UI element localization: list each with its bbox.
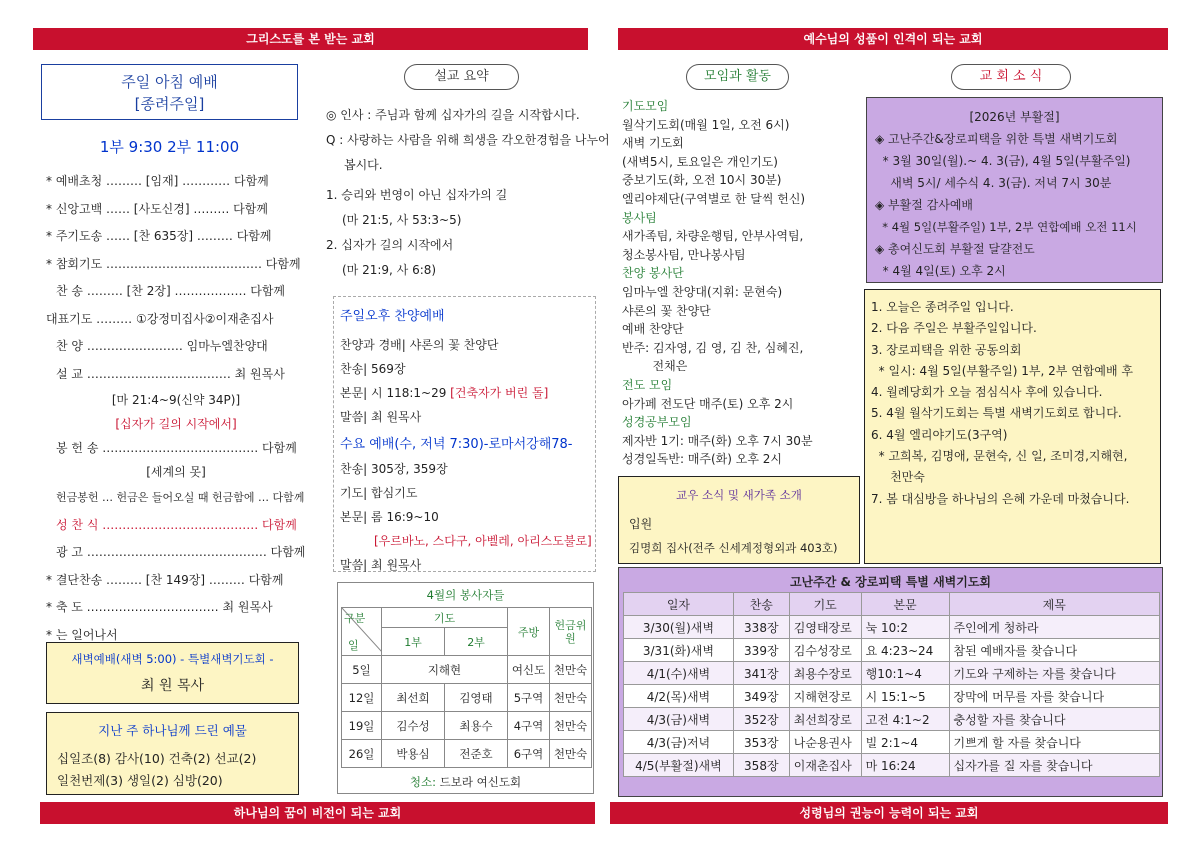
member-news-line1: 입원: [629, 517, 653, 531]
dawn-table-cell: 4/3(금)저녁: [624, 731, 734, 754]
meetings-line: 아가페 전도단 매주(토) 오후 2시: [622, 396, 794, 411]
meetings-line: 샤론의 꽃 찬양단: [622, 303, 711, 318]
dawn-table-cell: 338장: [733, 616, 789, 639]
dawn-table-cell: 십자가를 질 자를 찾습니다: [949, 754, 1159, 777]
wednesday-line2: 기도| 합심기도: [340, 486, 418, 500]
servers-h-gubun: 구분: [344, 612, 366, 625]
servers-corner: [342, 608, 382, 656]
notice-item: 4. 월례당회가 오늘 점심식사 후에 있습니다.: [871, 385, 1103, 400]
servers-cleaning: 청소: 드보라 여신도회: [409, 775, 522, 789]
dawn-table-cell: 4/3(금)새벽: [624, 708, 734, 731]
worship-subtitle: [종려주일]: [134, 95, 205, 113]
table-row: 26일 박용심 전준호 6구역 천만숙: [342, 740, 592, 768]
sermon-label: 설교 요약: [404, 64, 519, 90]
dawn-table-cell: 최용수장로: [789, 662, 861, 685]
dawn-table-header-cell: 찬송: [733, 593, 789, 616]
meetings-line: 찬양 봉사단: [622, 266, 684, 281]
member-news-title: 교우 소식 및 새가족 소개: [676, 488, 802, 502]
banner-top-right: 예수님의 성품이 인격이 되는 교회: [618, 28, 1168, 50]
banner-bottom-left: 하나님의 꿈이 비전이 되는 교회: [40, 802, 595, 824]
dawn-table-cell: 이재춘집사: [789, 754, 861, 777]
table-row: 12일 최선희 김영태 5구역 천만숙: [342, 684, 592, 712]
notice-item: 5. 4월 월삭기도회는 특별 새벽기도회로 합니다.: [871, 406, 1122, 421]
easter-line: ◈ 부활절 감사예배: [875, 198, 974, 212]
evening-title: 주일오후 찬양예배: [340, 309, 445, 324]
meetings-line: 전채은: [622, 359, 688, 374]
dawn-table-cell: 3/31(화)새벽: [624, 639, 734, 662]
wednesday-line4: [우르바노, 스다구, 아벨레, 아리스도불로]: [374, 534, 592, 548]
dawn-table-cell: 요 4:23~24: [861, 639, 949, 662]
table-row: [624, 708, 1160, 731]
easter-box: [866, 97, 1163, 283]
notice-item: 1. 오늘은 종려주일 입니다.: [871, 300, 1014, 314]
table-row: 5일 지해현 여신도 천만숙: [342, 656, 592, 684]
offering-box: [46, 712, 299, 795]
meetings-list: [622, 97, 862, 469]
wednesday-line3: 본문| 롬 16:9~10: [340, 510, 439, 524]
table-row: [624, 685, 1160, 708]
dawn-table-cell: 나순용권사: [789, 731, 861, 754]
dawn-table-header: [624, 593, 1160, 616]
worship-order-item: 성 찬 식 ………………………………… 다함께: [56, 517, 297, 532]
sermon-intro: ◎ 인사 : 주님과 함께 십자가의 길을 시작합시다.: [326, 108, 580, 122]
dawn-table-cell: 눅 10:2: [861, 616, 949, 639]
meetings-line: 제자반 1기: 매주(화) 오후 7시 30분: [622, 433, 813, 448]
dawn-table-cell: 3/30(월)새벽: [624, 616, 734, 639]
easter-line: * 4월 4일(토) 오후 2시: [875, 264, 1006, 278]
worship-order-item: 광 고 ……………………………………… 다함께: [56, 545, 306, 559]
easter-line: * 4월 5일(부활주일) 1부, 2부 연합예배 오전 11시: [875, 220, 1137, 234]
member-news-box: [618, 476, 860, 564]
worship-order-item: 설 교 ……………………………… 최 원목사: [56, 366, 285, 381]
dawn-table-cell: 341장: [733, 662, 789, 685]
dawn-table-cell: 358장: [733, 754, 789, 777]
sermon-q1: Q : 사랑하는 사람을 위해 희생을 각오한경험을 나누어: [326, 133, 610, 147]
servers-box: [337, 582, 594, 794]
evening-worship-box: [333, 296, 596, 572]
dawn-table-cell: 김수성장로: [789, 639, 861, 662]
sermon-point2: 2. 십자가 길의 시작에서: [326, 238, 454, 252]
worship-order-item: * 참회기도 ………………………………… 다함께: [46, 256, 301, 271]
dawn-table-cell: 4/5(부활절)새벽: [624, 754, 734, 777]
easter-line: ◈ 총여신도회 부활절 달걀전도: [875, 242, 1035, 256]
worship-title: 주일 아침 예배: [121, 73, 218, 91]
worship-title-box: [41, 64, 298, 120]
evening-line2: 찬송| 569장: [340, 362, 406, 376]
dawn-table-header-cell: 기도: [789, 593, 861, 616]
worship-order-item: * 결단찬송 ……… [찬 149장] ……… 다함께: [46, 572, 284, 587]
sermon-summary: [326, 103, 610, 283]
worship-order-item: 찬 양 …………………… 임마누엘찬양대: [56, 339, 268, 353]
dawn-table-cell: 행10:1~4: [861, 662, 949, 685]
dawn-table-cell: 시 15:1~5: [861, 685, 949, 708]
easter-line: 새벽 5시/ 세수식 4. 3(금). 저녁 7시 30분: [875, 176, 1112, 190]
worship-order-item: * 예배초청 ……… [임재] ………… 다함께: [46, 174, 269, 188]
dawn-table-cell: 352장: [733, 708, 789, 731]
meetings-line: 월삭기도회(매월 1일, 오전 6시): [622, 117, 790, 132]
dawn-table-cell: 지해현장로: [789, 685, 861, 708]
dawn-table-header-cell: 일자: [624, 593, 734, 616]
news-label: 교 회 소 식: [951, 64, 1071, 90]
servers-h-prayer: 기도: [382, 608, 508, 628]
worship-order-item: [세계의 못]: [146, 465, 206, 479]
dawn-worship-pastor: 최 원 목사: [141, 678, 204, 694]
worship-order: [46, 168, 306, 649]
easter-title: [2026년 부활절]: [969, 110, 1060, 124]
meetings-line: (새벽5시, 토요일은 개인기도): [622, 154, 778, 169]
dawn-table-cell: 충성할 자를 찾습니다: [949, 708, 1159, 731]
dawn-table: [623, 592, 1160, 777]
notice-item: * 일시: 4월 5일(부활주일) 1부, 2부 연합예배 후: [871, 363, 1133, 378]
dawn-table-cell: 4/2(목)새벽: [624, 685, 734, 708]
notice-item: 7. 봄 대심방을 하나님의 은혜 가운데 마쳤습니다.: [871, 491, 1130, 506]
dawn-table-cell: 기도와 구제하는 자를 찾습니다: [949, 662, 1159, 685]
worship-order-item: * 주기도송 …… [찬 635장] ……… 다함께: [46, 229, 272, 243]
worship-order-item: * 는 일어나서: [46, 627, 118, 642]
dawn-table-title: 고난주간 & 장로피택 특별 새벽기도회: [789, 575, 992, 589]
notice-item: 6. 4월 엘리야기도(3구역): [871, 427, 1008, 442]
worship-order-item: 찬 송 ……… [찬 2장] ……………… 다함께: [56, 284, 286, 298]
dawn-table-cell: 김영태장로: [789, 616, 861, 639]
meetings-line: 기도모임: [622, 99, 669, 113]
worship-times: 1부 9:30 2부 11:00: [99, 138, 240, 156]
dawn-table-cell: 4/1(수)새벽: [624, 662, 734, 685]
wednesday-line5: 말씀| 최 원목사: [340, 558, 422, 572]
dawn-table-cell: 기쁘게 할 자를 찾습니다: [949, 731, 1159, 754]
notice-item: 3. 장로피택을 위한 공동의회: [871, 342, 1022, 357]
table-row: [624, 639, 1160, 662]
easter-line: ◈ 고난주간&장로피택을 위한 특별 새벽기도회: [875, 132, 1118, 146]
worship-order-item: [십자가 길의 시작에서]: [115, 417, 237, 431]
notice-item: * 고희복, 김명애, 문현숙, 신 일, 조미경,지해현,: [871, 449, 1128, 464]
dawn-table-cell: 주인에게 청하라: [949, 616, 1159, 639]
worship-order-item: * 축 도 …………………………… 최 원목사: [46, 600, 273, 614]
meetings-line: 예배 찬양단: [622, 322, 684, 337]
wednesday-title: 수요 예배(수, 저녁 7:30)-로마서강해78-: [340, 437, 573, 452]
meetings-label: 모임과 활동: [686, 64, 789, 90]
member-news-line2: 김명희 집사(전주 신세계정형외과 403호): [629, 541, 838, 555]
meetings-line: 엘리야제단(구역별로 한 달씩 헌신): [622, 191, 806, 206]
servers-h-2bu: 2부: [445, 628, 508, 656]
worship-order-item: [마 21:4~9(신약 34P)]: [111, 393, 241, 407]
banner-bottom-right: 성령님의 권능이 능력이 되는 교회: [610, 802, 1168, 824]
table-row: [624, 731, 1160, 754]
dawn-table-cell: 빌 2:1~4: [861, 731, 949, 754]
evening-line3-title: [건축자가 버린 돌]: [450, 386, 549, 400]
dawn-table-cell: 고전 4:1~2: [861, 708, 949, 731]
sermon-point1: 1. 승리와 번영이 아닌 십자가의 길: [326, 188, 508, 202]
meetings-line: 새가족팀, 차량운행팀, 안부사역팀,: [622, 229, 804, 244]
sermon-point1-ref: (마 21:5, 사 53:3~5): [342, 213, 462, 227]
dawn-table-header-cell: 제목: [949, 593, 1159, 616]
notice-item: 천만숙: [871, 470, 925, 485]
worship-order-item: 대표기도 ……… ①강정미집사②이재춘집사: [46, 311, 274, 326]
dawn-table-cell: 339장: [733, 639, 789, 662]
dawn-table-cell: 최선희장로: [789, 708, 861, 731]
dawn-table-cell: 349장: [733, 685, 789, 708]
dawn-table-cell: 마 16:24: [861, 754, 949, 777]
dawn-worship-title: 새벽예배(새벽 5:00) - 특별새벽기도회 -: [71, 652, 274, 666]
meetings-line: 반주: 김자영, 김 영, 김 찬, 심혜진,: [622, 340, 804, 355]
evening-line1: 찬양과 경배| 샤론의 꽃 찬양단: [340, 338, 499, 352]
offering-line1: 십일조(8) 감사(10) 건축(2) 선교(2): [57, 751, 257, 766]
servers-h-1bu: 1부: [382, 628, 445, 656]
sermon-point2-ref: (마 21:9, 사 6:8): [342, 263, 437, 277]
meetings-line: 청소봉사팀, 만나봉사팀: [622, 247, 746, 262]
evening-line4: 말씀| 최 원목사: [340, 410, 422, 424]
meetings-line: 중보기도(화, 오전 10시 30분): [622, 173, 782, 188]
dawn-table-cell: 장막에 머무를 자를 찾습니다: [949, 685, 1159, 708]
easter-lines: [875, 128, 1154, 282]
dawn-table-cell: 참된 예배자를 찾습니다: [949, 639, 1159, 662]
offering-title: 지난 주 하나님께 드린 예물: [98, 723, 247, 738]
wednesday-line1: 찬송| 305장, 359장: [340, 462, 448, 476]
worship-order-item: 헌금봉헌 … 헌금은 들어오실 때 헌금함에 … 다함께: [56, 491, 305, 504]
worship-order-item: 봉 헌 송 ………………………………… 다함께: [56, 441, 297, 455]
worship-order-item: * 신앙고백 …… [사도신경] ……… 다함께: [46, 201, 268, 216]
servers-h-kitchen: 주방: [508, 608, 550, 656]
dawn-table-header-cell: 본문: [861, 593, 949, 616]
table-row: 19일 김수성 최용수 4구역 천만숙: [342, 712, 592, 740]
servers-table: [341, 607, 592, 768]
dawn-table-box: [618, 567, 1163, 797]
meetings-line: 임마누엘 찬양대(지휘: 문현숙): [622, 284, 783, 299]
sermon-q2: 봅시다.: [344, 158, 383, 172]
notice-item: 2. 다음 주일은 부활주일입니다.: [871, 321, 1037, 336]
servers-h-il: 일: [348, 639, 359, 652]
meetings-line: 새벽 기도회: [622, 136, 684, 151]
offering-line2: 일천번제(3) 생일(2) 심방(20): [57, 773, 223, 788]
evening-line3: 본문| 시 118:1~29 [건축자가 버린 돌]: [340, 386, 549, 400]
easter-line: * 3월 30일(월).~ 4. 3(금), 4월 5일(부활주일): [875, 154, 1131, 168]
meetings-line: 성경일독반: 매주(화) 오후 2시: [622, 452, 782, 467]
table-row: [624, 662, 1160, 685]
table-row: [624, 754, 1160, 777]
meetings-line: 봉사팀: [622, 210, 657, 225]
dawn-worship-box: [46, 642, 299, 704]
table-row: [624, 616, 1160, 639]
meetings-line: 전도 모임: [622, 377, 673, 392]
meetings-line: 성경공부모임: [622, 415, 692, 430]
dawn-table-cell: 353장: [733, 731, 789, 754]
servers-title: 4월의 봉사자들: [426, 588, 505, 602]
servers-h-offering: 헌금위원: [550, 608, 592, 656]
banner-top-left: 그리스도를 본 받는 교회: [33, 28, 588, 50]
notices-box: [864, 289, 1161, 564]
